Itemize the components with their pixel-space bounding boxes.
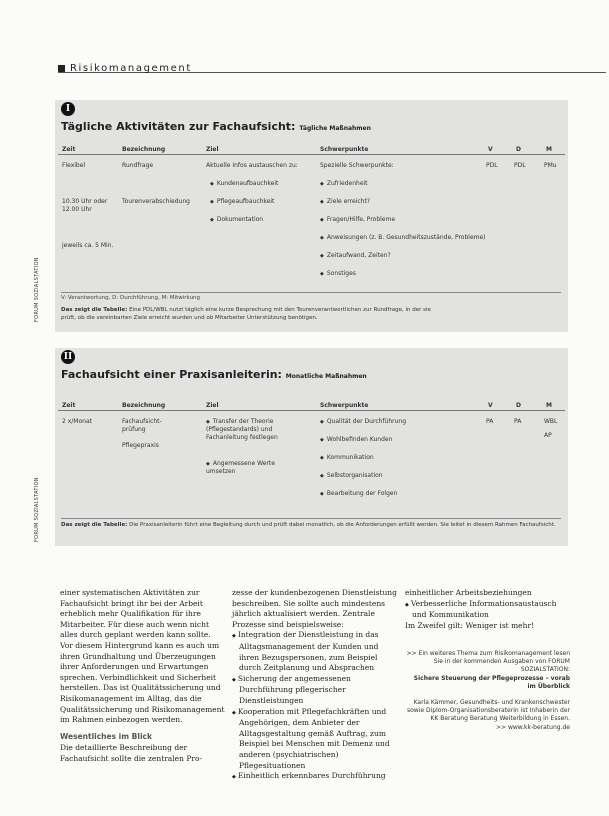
body-paragraph: Die detaillierte Beschreibung der Fachaufsicht sollte die zentralen Pro- (60, 743, 202, 763)
header-schwerpunkte: Schwerpunkte (320, 146, 369, 153)
cell-ziel-item: ◆ Pflegeaufbauchkeit (210, 198, 274, 206)
header-zeit: Zeit (62, 146, 76, 153)
cell-schwer-item: ◆ Sonstiges (320, 270, 356, 278)
header-ziel: Ziel (206, 402, 219, 409)
bullet-item: ◆ Integration der Dienstleistung in das Alltagsmanagement der Kunden und ihren Bezugspersonen, zum Beispiel durch Zeitplanung und Absprachen (232, 630, 397, 673)
table-note (61, 306, 441, 322)
cell-schwer-item: ◆ Kommunikation (320, 454, 374, 462)
table-box-monthly (55, 348, 568, 546)
note-label: Das zeigt die Tabelle: (61, 522, 128, 528)
info-teaser: >> Ein weiteres Thema zum Risikomanagement lesen Sie in der kommenden Ausgaben von FORUM SOZIALSTATION: (406, 650, 570, 674)
bullet-item: ◆ Sicherung der angemessenen Durchführung pflegerischer Dienstleistungen (232, 674, 397, 707)
cell-zeit: jeweils ca. 5 Min. (62, 242, 114, 249)
cell-d: PA (514, 418, 522, 425)
box-number-badge: I (61, 102, 75, 116)
section-header (58, 58, 606, 73)
box-title-sub: Monatliche Maßnahmen (285, 373, 367, 380)
header-bezeichnung: Bezeichnung (122, 402, 166, 409)
cell-ziel-item: ◆ Transfer der Theorie (Pflegestandards) und Fachanleitung festlegen (206, 418, 306, 442)
header-zeit: Zeit (62, 402, 76, 409)
body-paragraph: einheitlicher Arbeitsbeziehungen (405, 588, 532, 597)
header-d: D (516, 402, 521, 409)
cell-m: PMu (544, 162, 557, 169)
cell-schwer-item: ◆ Wohlbefinden Kunden (320, 436, 392, 444)
info-topic: Sichere Steuerung der Pflegeprozesse – vorab im Überblick (413, 674, 570, 690)
cell-schwer-item: ◆ Zufriedenheit (320, 180, 368, 188)
cell-schwer-item: ◆ Ziele erreicht? (320, 198, 370, 206)
cell-schwer-item: ◆ Selbstorganisation (320, 472, 383, 480)
box-title (61, 368, 367, 381)
cell-v: PA (486, 418, 494, 425)
box-number-badge: II (61, 350, 75, 364)
cell-m: WBL (544, 418, 558, 425)
body-column-2 (232, 588, 397, 783)
side-label: FORUM SOZIALSTATION (34, 257, 40, 322)
box-title-main: Fachaufsicht einer Praxisanleiterin: (61, 368, 282, 381)
section-square-icon (58, 65, 65, 72)
cell-ziel-item: ◆ Angemessene Werte umsetzen (206, 460, 296, 476)
daily-table (58, 144, 565, 292)
table-note (61, 518, 561, 529)
body-column-1 (60, 588, 225, 765)
cell-schwer-item: ◆ Bearbeitung der Folgen (320, 490, 397, 498)
cell-schwer-intro: Spezielle Schwerpunkte: (320, 162, 394, 169)
header-m: M (546, 402, 552, 409)
cell-bezeichnung: Pflegepraxis (122, 442, 159, 449)
cell-m-secondary: AP (544, 432, 552, 439)
cell-schwer-item: ◆ Zeitaufwand, Zeiten? (320, 252, 391, 260)
cell-ziel-item: ◆ Kundenaufbauchkeit (210, 180, 278, 188)
header-m: M (546, 146, 552, 153)
cell-bezeichnung: Rundfrage (122, 162, 154, 169)
header-v: V (488, 146, 493, 153)
header-ziel: Ziel (206, 146, 219, 153)
section-title: Risikomanagement (70, 63, 192, 74)
cell-schwer-item: ◆ Anweisungen (z. B. Gesundheitszustände, Probleme) (320, 234, 486, 242)
cell-ziel-intro: Aktuelle Infos austauschen zu: (206, 162, 298, 169)
cell-zeit: 10.30 Uhr oder 12.00 Uhr (62, 198, 108, 213)
table-legend: V: Verantwortung, D: Durchführung, M: Mitwirkung (61, 292, 561, 301)
cell-zeit: Flexibel (62, 162, 86, 169)
header-v: V (488, 402, 493, 409)
note-text: Eine PDL/WBL nutzt täglich eine kurze Besprechung mit den Tourenverantwortlichen zur Rundfrage, in der sie prüft, ob die vereinbarten Ziele erreicht wurden und ob Mitarbeiter Unterstützung benötigen. (61, 307, 431, 321)
side-label: FORUM SOZIALSTATION (34, 477, 40, 542)
bullet-item: ◆ Einheitlich erkennbares Durchführung (232, 771, 397, 783)
header-schwerpunkte: Schwerpunkte (320, 402, 369, 409)
info-box (405, 650, 570, 732)
closing-line: Im Zweifel gilt: Weniger ist mehr! (405, 620, 535, 630)
table-header (58, 144, 565, 155)
cell-v: PDL (486, 162, 498, 169)
monthly-table (58, 400, 565, 510)
note-label: Das zeigt die Tabelle: (61, 307, 128, 313)
note-text: Die Praxisanleiterin führt eine Begleitung durch und prüft dabei monatlich, ob die Anforderungen erfüllt werden. Sie leitet in diesem Rahmen Fachaufsicht. (129, 522, 556, 528)
author-bio: Karla Kämmer, Gesundheits- und Krankenschwester sowie Diplom-Organisationsberaterin ist Inhaberin der KK Beratung Beratung Weiterbildung in Essen. (407, 699, 570, 723)
box-title (61, 120, 371, 133)
bullet-item: ◆ Verbesserliche Informationsaustausch und Kommunikation (405, 599, 573, 621)
table-header (58, 400, 565, 411)
bullet-item: ◆ Kooperation mit Pflegefachkräften und Angehörigen, dem Anbieter der Alltagsgestaltung gemäß Auftrag, zum Beispiel bei Menschen mit Demenz und anderen (psychiatrischen) Pflegesituationen (232, 707, 397, 772)
body-column-3 (405, 588, 573, 631)
cell-schwer-item: ◆ Fragen/Hilfe, Probleme (320, 216, 395, 224)
header-d: D (516, 146, 521, 153)
cell-bezeichnung: Fachaufsicht-prüfung (122, 418, 162, 433)
cell-d: PDL (514, 162, 526, 169)
website-link[interactable]: >> www.kk-beratung.de (496, 723, 570, 731)
cell-ziel-item: ◆ Dokumentation (210, 216, 263, 224)
body-paragraph: einer systematischen Aktivitäten zur Fachaufsicht bringt ihr bei der Arbeit erheblich mehr Qualifikation für ihre Mitarbeiter. Für diese auch wenn nicht alles durch geplant werden kann sollte. Vor diesem Hintergrund kann es auch um ihren Grundhaltung und Überzeugungen ihrer Anforderungen und Erwartungen sprechen. Verbindlichkeit und Sicherheit herstellen. Das ist Qualitätssicherung und Risikomanagement im Alltag, das die Qualitätssicherung und Risikomanagement im Rahmen einbezogen werden. (60, 588, 225, 725)
cell-zeit: 2 x/Monat (62, 418, 92, 425)
box-title-main: Tägliche Aktivitäten zur Fachaufsicht: (61, 120, 296, 133)
cell-schwer-item: ◆ Qualität der Durchführung (320, 418, 406, 426)
subheading: Wesentliches im Blick (60, 731, 152, 741)
table-box-daily (55, 100, 568, 332)
body-paragraph: zesse der kundenbezogenen Dienstleistung beschreiben. Sie sollte auch mindestens jährlich aktualisiert werden. Zentrale Prozesse sind beispielsweise: (232, 588, 397, 629)
header-bezeichnung: Bezeichnung (122, 146, 166, 153)
box-title-sub: Tägliche Maßnahmen (299, 125, 371, 132)
cell-bezeichnung: Tourenverabschiedung (122, 198, 190, 205)
